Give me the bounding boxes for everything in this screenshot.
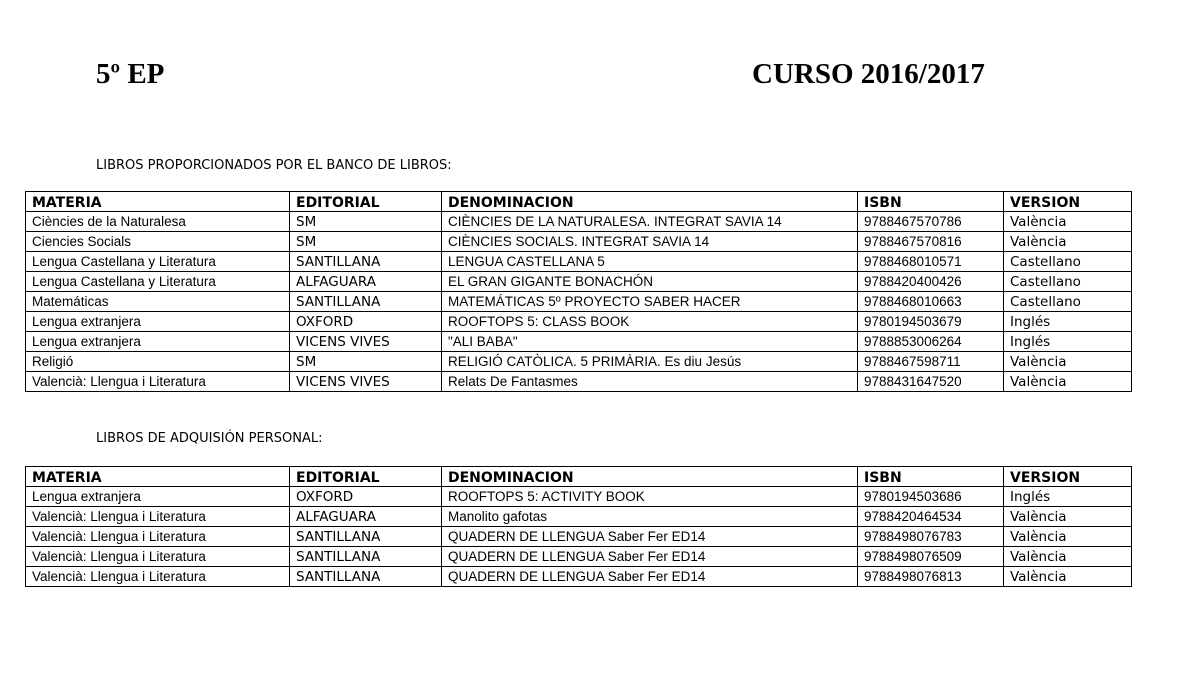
cell-version: València [1004, 212, 1132, 232]
cell-editorial: SANTILLANA [290, 547, 442, 567]
cell-denominacion: ROOFTOPS 5: CLASS BOOK [442, 312, 858, 332]
cell-isbn: 9788420400426 [858, 272, 1004, 292]
column-header-version: VERSION [1004, 192, 1132, 212]
column-header-materia: MATERIA [26, 467, 290, 487]
cell-version: València [1004, 232, 1132, 252]
cell-materia: Religió [26, 352, 290, 372]
table-row [26, 487, 1132, 507]
cell-editorial: SANTILLANA [290, 252, 442, 272]
column-header-editorial: EDITORIAL [290, 192, 442, 212]
cell-isbn: 9788468010571 [858, 252, 1004, 272]
cell-materia: Lengua Castellana y Literatura [26, 272, 290, 292]
cell-materia: Lengua extranjera [26, 332, 290, 352]
cell-denominacion: EL GRAN GIGANTE BONACHÓN [442, 272, 858, 292]
cell-isbn: 9788420464534 [858, 507, 1004, 527]
cell-isbn: 9780194503679 [858, 312, 1004, 332]
cell-isbn: 9788431647520 [858, 372, 1004, 392]
cell-editorial: SM [290, 232, 442, 252]
table-row [26, 272, 1132, 292]
column-header-isbn: ISBN [858, 467, 1004, 487]
cell-materia: Ciències de la Naturalesa [26, 212, 290, 232]
cell-isbn: 9788498076813 [858, 567, 1004, 587]
cell-version: València [1004, 507, 1132, 527]
cell-denominacion: RELIGIÓ CATÒLICA. 5 PRIMÀRIA. Es diu Jesús [442, 352, 858, 372]
cell-materia: Lengua Castellana y Literatura [26, 252, 290, 272]
cell-materia: Valencià: Llengua i Literatura [26, 372, 290, 392]
table-row [26, 212, 1132, 232]
table-row [26, 352, 1132, 372]
cell-denominacion: QUADERN DE LLENGUA Saber Fer ED14 [442, 527, 858, 547]
table-row [26, 507, 1132, 527]
personal-purchase-table [25, 466, 1132, 587]
cell-isbn: 9788853006264 [858, 332, 1004, 352]
cell-denominacion: CIÈNCIES SOCIALS. INTEGRAT SAVIA 14 [442, 232, 858, 252]
table-row [26, 567, 1132, 587]
table-row [26, 232, 1132, 252]
cell-isbn: 9788467598711 [858, 352, 1004, 372]
cell-isbn: 9788467570786 [858, 212, 1004, 232]
cell-isbn: 9788467570816 [858, 232, 1004, 252]
cell-denominacion: ROOFTOPS 5: ACTIVITY BOOK [442, 487, 858, 507]
cell-isbn: 9780194503686 [858, 487, 1004, 507]
cell-version: València [1004, 567, 1132, 587]
table-row [26, 312, 1132, 332]
column-header-version: VERSION [1004, 467, 1132, 487]
cell-materia: Valencià: Llengua i Literatura [26, 527, 290, 547]
cell-version: Castellano [1004, 252, 1132, 272]
table-header-row [26, 192, 1132, 212]
cell-editorial: SM [290, 212, 442, 232]
column-header-materia: MATERIA [26, 192, 290, 212]
table-row [26, 547, 1132, 567]
book-bank-table-body [26, 212, 1132, 392]
table-row [26, 332, 1132, 352]
cell-editorial: SANTILLANA [290, 527, 442, 547]
cell-editorial: SANTILLANA [290, 567, 442, 587]
column-header-denominacion: DENOMINACION [442, 467, 858, 487]
cell-version: Castellano [1004, 292, 1132, 312]
cell-materia: Valencià: Llengua i Literatura [26, 567, 290, 587]
cell-denominacion: LENGUA CASTELLANA 5 [442, 252, 858, 272]
cell-denominacion: QUADERN DE LLENGUA Saber Fer ED14 [442, 547, 858, 567]
grade-heading: 5º EP [96, 58, 165, 90]
course-heading: CURSO 2016/2017 [752, 58, 985, 90]
table-header-row [26, 467, 1132, 487]
personal-purchase-table-body [26, 487, 1132, 587]
cell-isbn: 9788498076783 [858, 527, 1004, 547]
cell-editorial: SANTILLANA [290, 292, 442, 312]
cell-materia: Valencià: Llengua i Literatura [26, 507, 290, 527]
table-row [26, 527, 1132, 547]
cell-version: Castellano [1004, 272, 1132, 292]
cell-denominacion: Relats De Fantasmes [442, 372, 858, 392]
cell-version: Inglés [1004, 332, 1132, 352]
cell-editorial: ALFAGUARA [290, 507, 442, 527]
cell-editorial: SM [290, 352, 442, 372]
cell-isbn: 9788468010663 [858, 292, 1004, 312]
cell-version: València [1004, 372, 1132, 392]
cell-materia: Lengua extranjera [26, 487, 290, 507]
cell-materia: Matemáticas [26, 292, 290, 312]
table-row [26, 252, 1132, 272]
cell-materia: Valencià: Llengua i Literatura [26, 547, 290, 567]
cell-editorial: VICENS VIVES [290, 372, 442, 392]
book-bank-table [25, 191, 1132, 392]
section-label-personal-purchase: LIBROS DE ADQUISIÓN PERSONAL: [96, 431, 323, 446]
cell-editorial: OXFORD [290, 487, 442, 507]
cell-materia: Lengua extranjera [26, 312, 290, 332]
cell-version: Inglés [1004, 487, 1132, 507]
cell-version: Inglés [1004, 312, 1132, 332]
cell-isbn: 9788498076509 [858, 547, 1004, 567]
cell-version: València [1004, 547, 1132, 567]
cell-denominacion: QUADERN DE LLENGUA Saber Fer ED14 [442, 567, 858, 587]
cell-denominacion: "ALI BABA" [442, 332, 858, 352]
table-row [26, 372, 1132, 392]
cell-materia: Ciencies Socials [26, 232, 290, 252]
column-header-editorial: EDITORIAL [290, 467, 442, 487]
table-row [26, 292, 1132, 312]
cell-version: València [1004, 352, 1132, 372]
cell-editorial: VICENS VIVES [290, 332, 442, 352]
cell-denominacion: MATEMÁTICAS 5º PROYECTO SABER HACER [442, 292, 858, 312]
column-header-denominacion: DENOMINACION [442, 192, 858, 212]
cell-denominacion: Manolito gafotas [442, 507, 858, 527]
section-label-book-bank: LIBROS PROPORCIONADOS POR EL BANCO DE LIBROS: [96, 158, 452, 173]
cell-version: València [1004, 527, 1132, 547]
cell-editorial: ALFAGUARA [290, 272, 442, 292]
column-header-isbn: ISBN [858, 192, 1004, 212]
cell-editorial: OXFORD [290, 312, 442, 332]
cell-denominacion: CIÈNCIES DE LA NATURALESA. INTEGRAT SAVIA 14 [442, 212, 858, 232]
